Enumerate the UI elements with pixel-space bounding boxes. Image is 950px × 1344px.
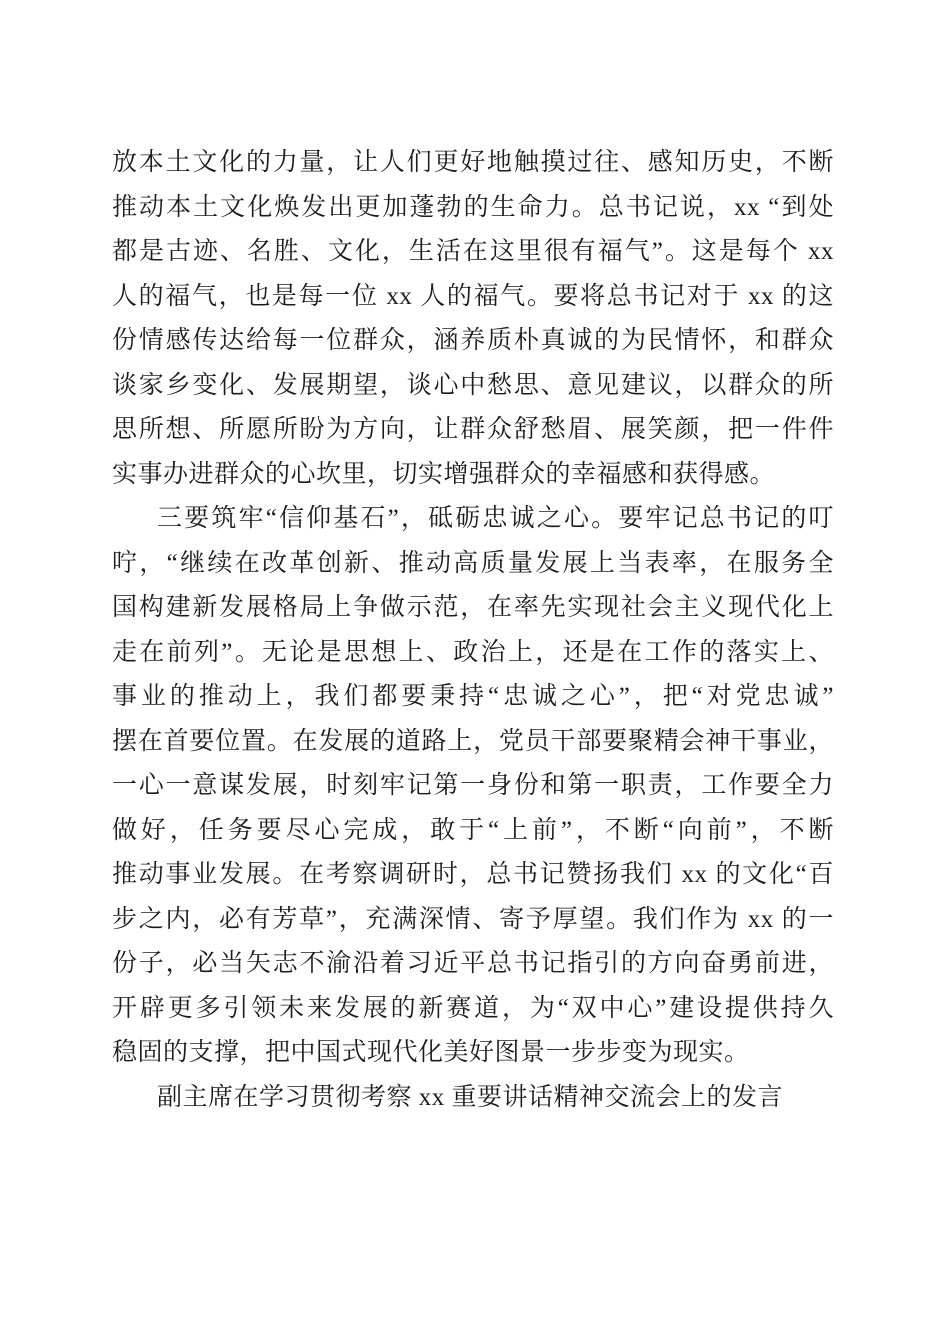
text-line: 放本土文化的力量，让人们更好地触摸过往、感知历史，不断 xyxy=(112,149,834,176)
text-line: 思所想、所愿所盼为方向，让群众舒愁眉、展笑颜，把一件件 xyxy=(112,416,834,443)
paragraph xyxy=(112,141,834,497)
text-line: 步之内，必有芳草”，充满深情、寄予厚望。我们作为 xx 的一 xyxy=(112,905,834,933)
text-line: 份子，必当矢志不渝沿着习近平总书记指引的方向奋勇前进， xyxy=(112,950,834,977)
text-line: 三要筑牢“信仰基石”，砥砺忠诚之心。要牢记总书记的叮 xyxy=(157,505,834,532)
text-line: 一心一意谋发展，时刻牢记第一身份和第一职责，工作要全力 xyxy=(112,772,834,799)
text-line: 推动事业发展。在考察调研时，总书记赞扬我们 xx 的文化“百 xyxy=(112,861,834,888)
paragraph xyxy=(112,1076,834,1121)
text-line: 事业的推动上，我们都要秉持“忠诚之心”，把“对党忠诚” xyxy=(112,683,834,710)
text-line: 走在前列”。无论是思想上、政治上，还是在工作的落实上、 xyxy=(112,638,834,666)
document-page xyxy=(112,141,834,1120)
text-line: 国构建新发展格局上争做示范，在率先实现社会主义现代化上 xyxy=(112,594,834,621)
text-line: 都是古迹、名胜、文化，生活在这里很有福气”。这是每个 xx xyxy=(112,238,834,265)
text-line: 稳固的支撑，把中国式现代化美好图景一步步变为现实。 xyxy=(112,1039,750,1066)
text-line: 做好，任务要尽心完成，敢于“上前”，不断“向前”，不断 xyxy=(112,816,834,844)
text-line: 咛，“继续在改革创新、推动高质量发展上当表率，在服务全 xyxy=(112,549,834,577)
text-line: 摆在首要位置。在发展的道路上，党员干部要聚精会神干事业， xyxy=(112,727,834,755)
text-line: 人的福气，也是每一位 xx 人的福气。要将总书记对于 xx 的这 xyxy=(112,282,834,310)
text-line: 份情感传达给每一位群众，涵养质朴真诚的为民情怀，和群众 xyxy=(112,327,834,354)
text-line: 推动本土文化焕发出更加蓬勃的生命力。总书记说，xx “到处 xyxy=(112,193,834,221)
text-line: 开辟更多引领未来发展的新赛道，为“双中心”建设提供持久 xyxy=(112,994,834,1022)
text-line: 谈家乡变化、发展期望，谈心中愁思、意见建议，以群众的所 xyxy=(112,371,834,399)
paragraph xyxy=(112,497,834,1076)
text-line: 实事办进群众的心坎里，切实增强群众的幸福感和获得感。 xyxy=(112,460,776,488)
text-line: 副主席在学习贯彻考察 xx 重要讲话精神交流会上的发言 xyxy=(157,1083,784,1111)
